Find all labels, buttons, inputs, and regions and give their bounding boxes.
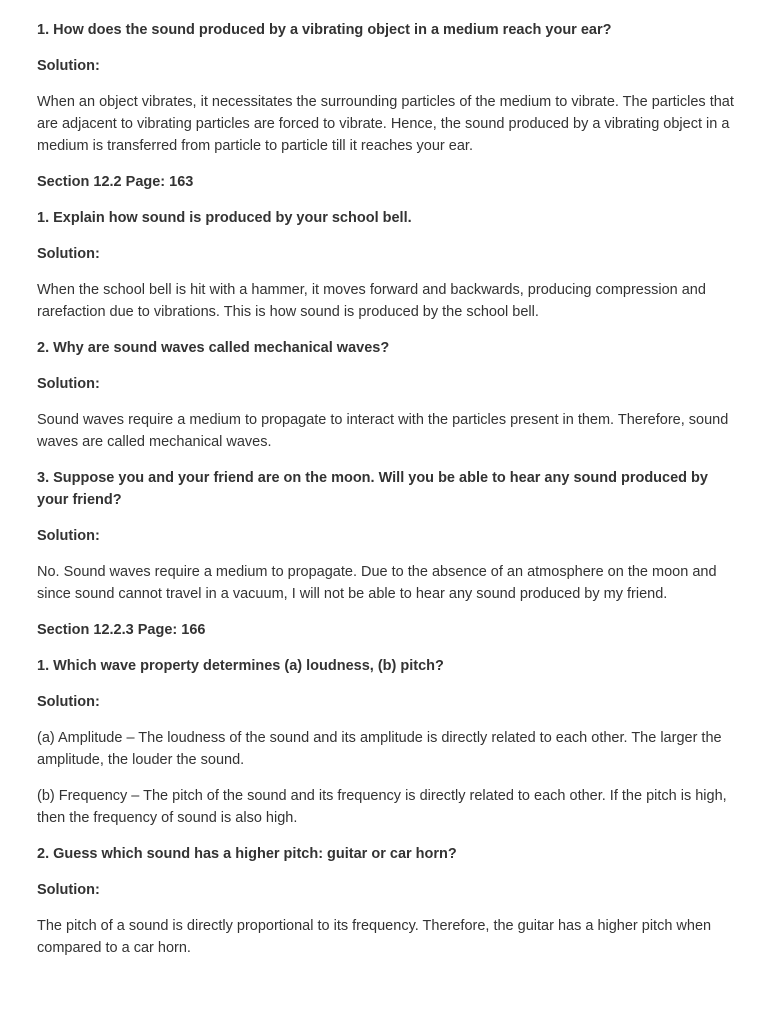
question-mechanical-waves: 2. Why are sound waves called mechanical waves? xyxy=(37,340,390,356)
solution-label: Solution: xyxy=(37,528,100,544)
solution-label: Solution: xyxy=(37,58,100,74)
question-school-bell: 1. Explain how sound is produced by your school bell. xyxy=(37,210,412,226)
section-heading: Section 12.2 Page: 163 xyxy=(37,174,194,190)
section-heading: Section 12.2.3 Page: 166 xyxy=(37,622,206,638)
answer-paragraph: (b) Frequency – The pitch of the sound and its frequency is directly related to each other. If the pitch is high, then the frequency of sound is also high. xyxy=(37,788,727,826)
answer-paragraph: (a) Amplitude – The loudness of the sound and its amplitude is directly related to each other. The larger the amplitude, the louder the sound. xyxy=(37,730,722,768)
question-guitar-car-horn: 2. Guess which sound has a higher pitch: guitar or car horn? xyxy=(37,846,457,862)
document-body xyxy=(37,19,737,973)
question-loudness-pitch: 1. Which wave property determines (a) loudness, (b) pitch? xyxy=(37,658,444,674)
answer-paragraph: Sound waves require a medium to propagate to interact with the particles present in them. Therefore, sound waves are called mechanical waves. xyxy=(37,412,729,450)
solution-label: Solution: xyxy=(37,376,100,392)
solution-label: Solution: xyxy=(37,694,100,710)
answer-paragraph: When the school bell is hit with a hammer, it moves forward and backwards, producing compression and rarefaction due to vibrations. This is how sound is produced by the school bell. xyxy=(37,282,706,320)
question-moon-sound: 3. Suppose you and your friend are on the moon. Will you be able to hear any sound produced by your friend? xyxy=(37,470,708,508)
answer-paragraph: No. Sound waves require a medium to propagate. Due to the absence of an atmosphere on the moon and since sound cannot travel in a vacuum, I will not be able to hear any sound produced by my friend. xyxy=(37,564,717,602)
solution-label: Solution: xyxy=(37,882,100,898)
solution-label: Solution: xyxy=(37,246,100,262)
answer-paragraph: When an object vibrates, it necessitates the surrounding particles of the medium to vibrate. The particles that are adjacent to vibrating particles are forced to vibrate. Hence, the sound produced by a vibrating object in a medium is transferred from particle to particle till it reaches your ear. xyxy=(37,94,734,154)
answer-paragraph: The pitch of a sound is directly proportional to its frequency. Therefore, the guitar has a higher pitch when compared to a car horn. xyxy=(37,918,712,956)
question-sound-reach-ear: 1. How does the sound produced by a vibrating object in a medium reach your ear? xyxy=(37,22,612,38)
